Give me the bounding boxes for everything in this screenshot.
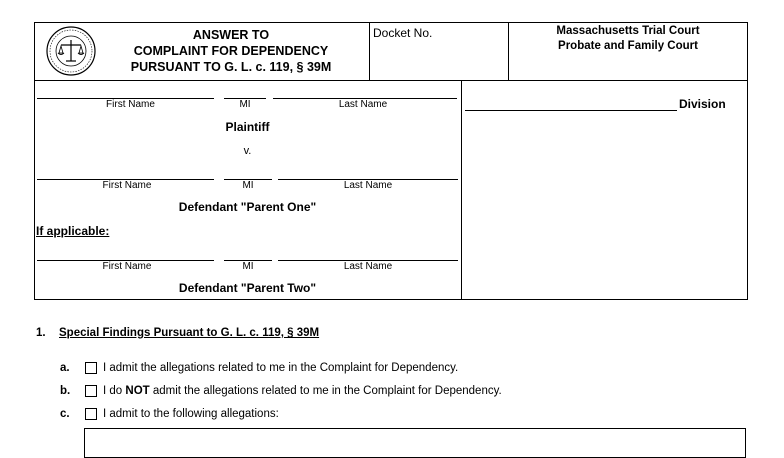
- parent-two-first-name-label: First Name: [102, 261, 152, 272]
- item-a-text: I admit the allegations related to me in the Complaint for Dependency.: [103, 362, 459, 374]
- item-b-text: I do NOT admit the allegations related to me in the Complaint for Dependency.: [103, 385, 502, 397]
- parent-one-first-name-label: First Name: [102, 180, 152, 191]
- plaintiff-last-name-label: Last Name: [338, 99, 388, 110]
- division-field[interactable]: [465, 110, 677, 111]
- defendant-parent-two-label: Defendant "Parent Two": [178, 281, 317, 295]
- court-seal-icon: [44, 25, 98, 77]
- parties-col-divider: [461, 80, 462, 300]
- division-label: Division: [679, 97, 726, 111]
- item-c-checkbox[interactable]: [85, 408, 97, 420]
- docket-field[interactable]: [372, 42, 506, 78]
- plaintiff-label: Plaintiff: [225, 120, 270, 134]
- item-c-text: I admit to the following allegations:: [103, 408, 279, 420]
- parent-one-last-name-label: Last Name: [343, 180, 393, 191]
- parent-one-mi-label: MI: [242, 180, 254, 191]
- versus-label: v.: [243, 145, 252, 157]
- plaintiff-mi-label: MI: [239, 99, 251, 110]
- item-b-checkbox[interactable]: [85, 385, 97, 397]
- section-1-title: Special Findings Pursuant to G. L. c. 119, § 39M: [59, 327, 320, 339]
- item-a-letter: a.: [60, 362, 70, 374]
- plaintiff-first-name-label: First Name: [106, 99, 155, 110]
- header-col-divider-1: [369, 22, 370, 80]
- item-b-letter: b.: [60, 385, 71, 397]
- if-applicable-label: If applicable:: [36, 224, 110, 238]
- item-c-letter: c.: [60, 408, 70, 420]
- form-title: ANSWER TO COMPLAINT FOR DEPENDENCY PURSUANT TO G. L. c. 119, § 39M: [130, 28, 332, 74]
- parent-two-mi-label: MI: [242, 261, 254, 272]
- section-1-number: 1.: [36, 327, 46, 339]
- allegations-textbox[interactable]: [84, 428, 746, 458]
- parent-two-last-name-label: Last Name: [343, 261, 393, 272]
- defendant-parent-one-label: Defendant "Parent One": [178, 200, 317, 214]
- header-divider: [34, 80, 748, 81]
- docket-label: Docket No.: [373, 26, 433, 40]
- item-a-checkbox[interactable]: [85, 362, 97, 374]
- court-name: Massachusetts Trial Court Probate and Family Court: [556, 25, 700, 52]
- header-col-divider-2: [508, 22, 509, 80]
